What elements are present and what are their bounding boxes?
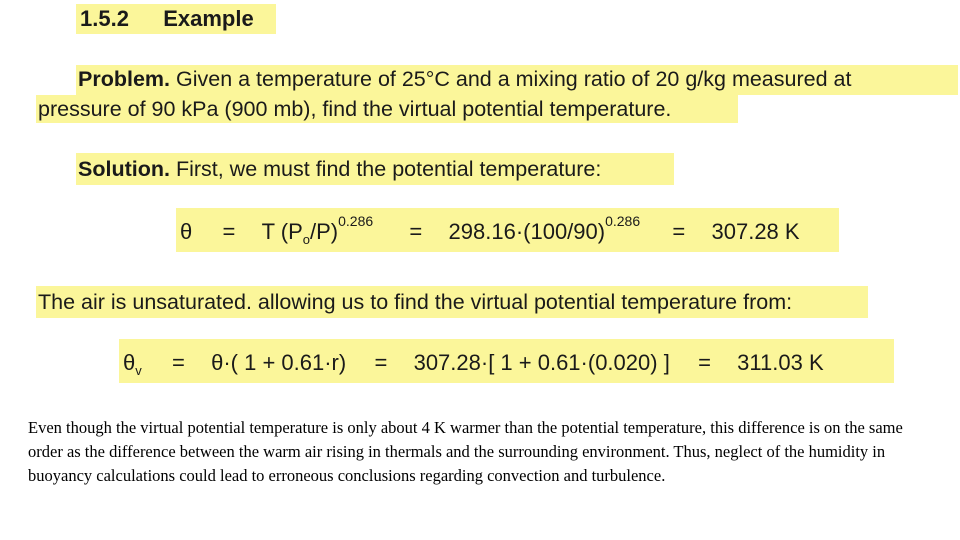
problem-text-line1: Given a temperature of 25°C and a mixing ratio of 20 g/kg measured at [175, 67, 852, 91]
eq1-equals-1: = [222, 219, 236, 244]
problem-line1 [78, 67, 851, 92]
solution-line [78, 157, 601, 182]
section-title: Example [163, 6, 254, 31]
potential-temperature-equation [180, 213, 800, 247]
eq2-expression: θ·( 1 + 0.61·r) [211, 350, 347, 375]
eq2-equals-3: = [698, 350, 711, 375]
explanation-paragraph: Even though the virtual potential temperature is only about 4 K warmer than the potential temperature, this difference is on the same order as the difference between the warm air rising in thermals and the surrounding environment. Thus, neglect of the humidity in buoyancy calculations could lead to erroneous conclusions regarding convection and turbulence. [28, 418, 903, 485]
eq1-exponent-2: 0.286 [605, 213, 641, 229]
eq2-result: 311.03 K [737, 350, 824, 375]
section-number: 1.5.2 [80, 6, 129, 31]
solution-label: Solution. [78, 157, 170, 181]
eq2-lhs: $\theta_v$ [123, 350, 142, 378]
eq1-exponent-1: 0.286 [338, 213, 374, 229]
eq1-numeric-expression: 298.16·(100/90) [448, 219, 606, 244]
eq1-equals-2: = [409, 219, 423, 244]
section-heading [80, 6, 254, 32]
eq1-expression: T $(P_o/P)$ [261, 219, 339, 247]
eq1-equals-3: = [672, 219, 686, 244]
problem-label: Problem. [78, 67, 170, 91]
eq2-numeric-expression: 307.28·[ 1 + 0.61·(0.020) ] [413, 350, 670, 375]
eq2-equals-2: = [374, 350, 388, 375]
eq1-result: 307.28 K [711, 219, 800, 244]
eq1-lhs: θ [180, 219, 193, 244]
unsaturated-statement: The air is unsaturated. allowing us to find the virtual potential temperature from: [38, 290, 793, 314]
eq2-equals-1: = [172, 350, 185, 375]
solution-text: First, we must find the potential temperature: [175, 157, 602, 181]
virtual-potential-temperature-equation [123, 350, 824, 376]
problem-line2: pressure of 90 kPa (900 mb), find the virtual potential temperature. [38, 97, 672, 121]
